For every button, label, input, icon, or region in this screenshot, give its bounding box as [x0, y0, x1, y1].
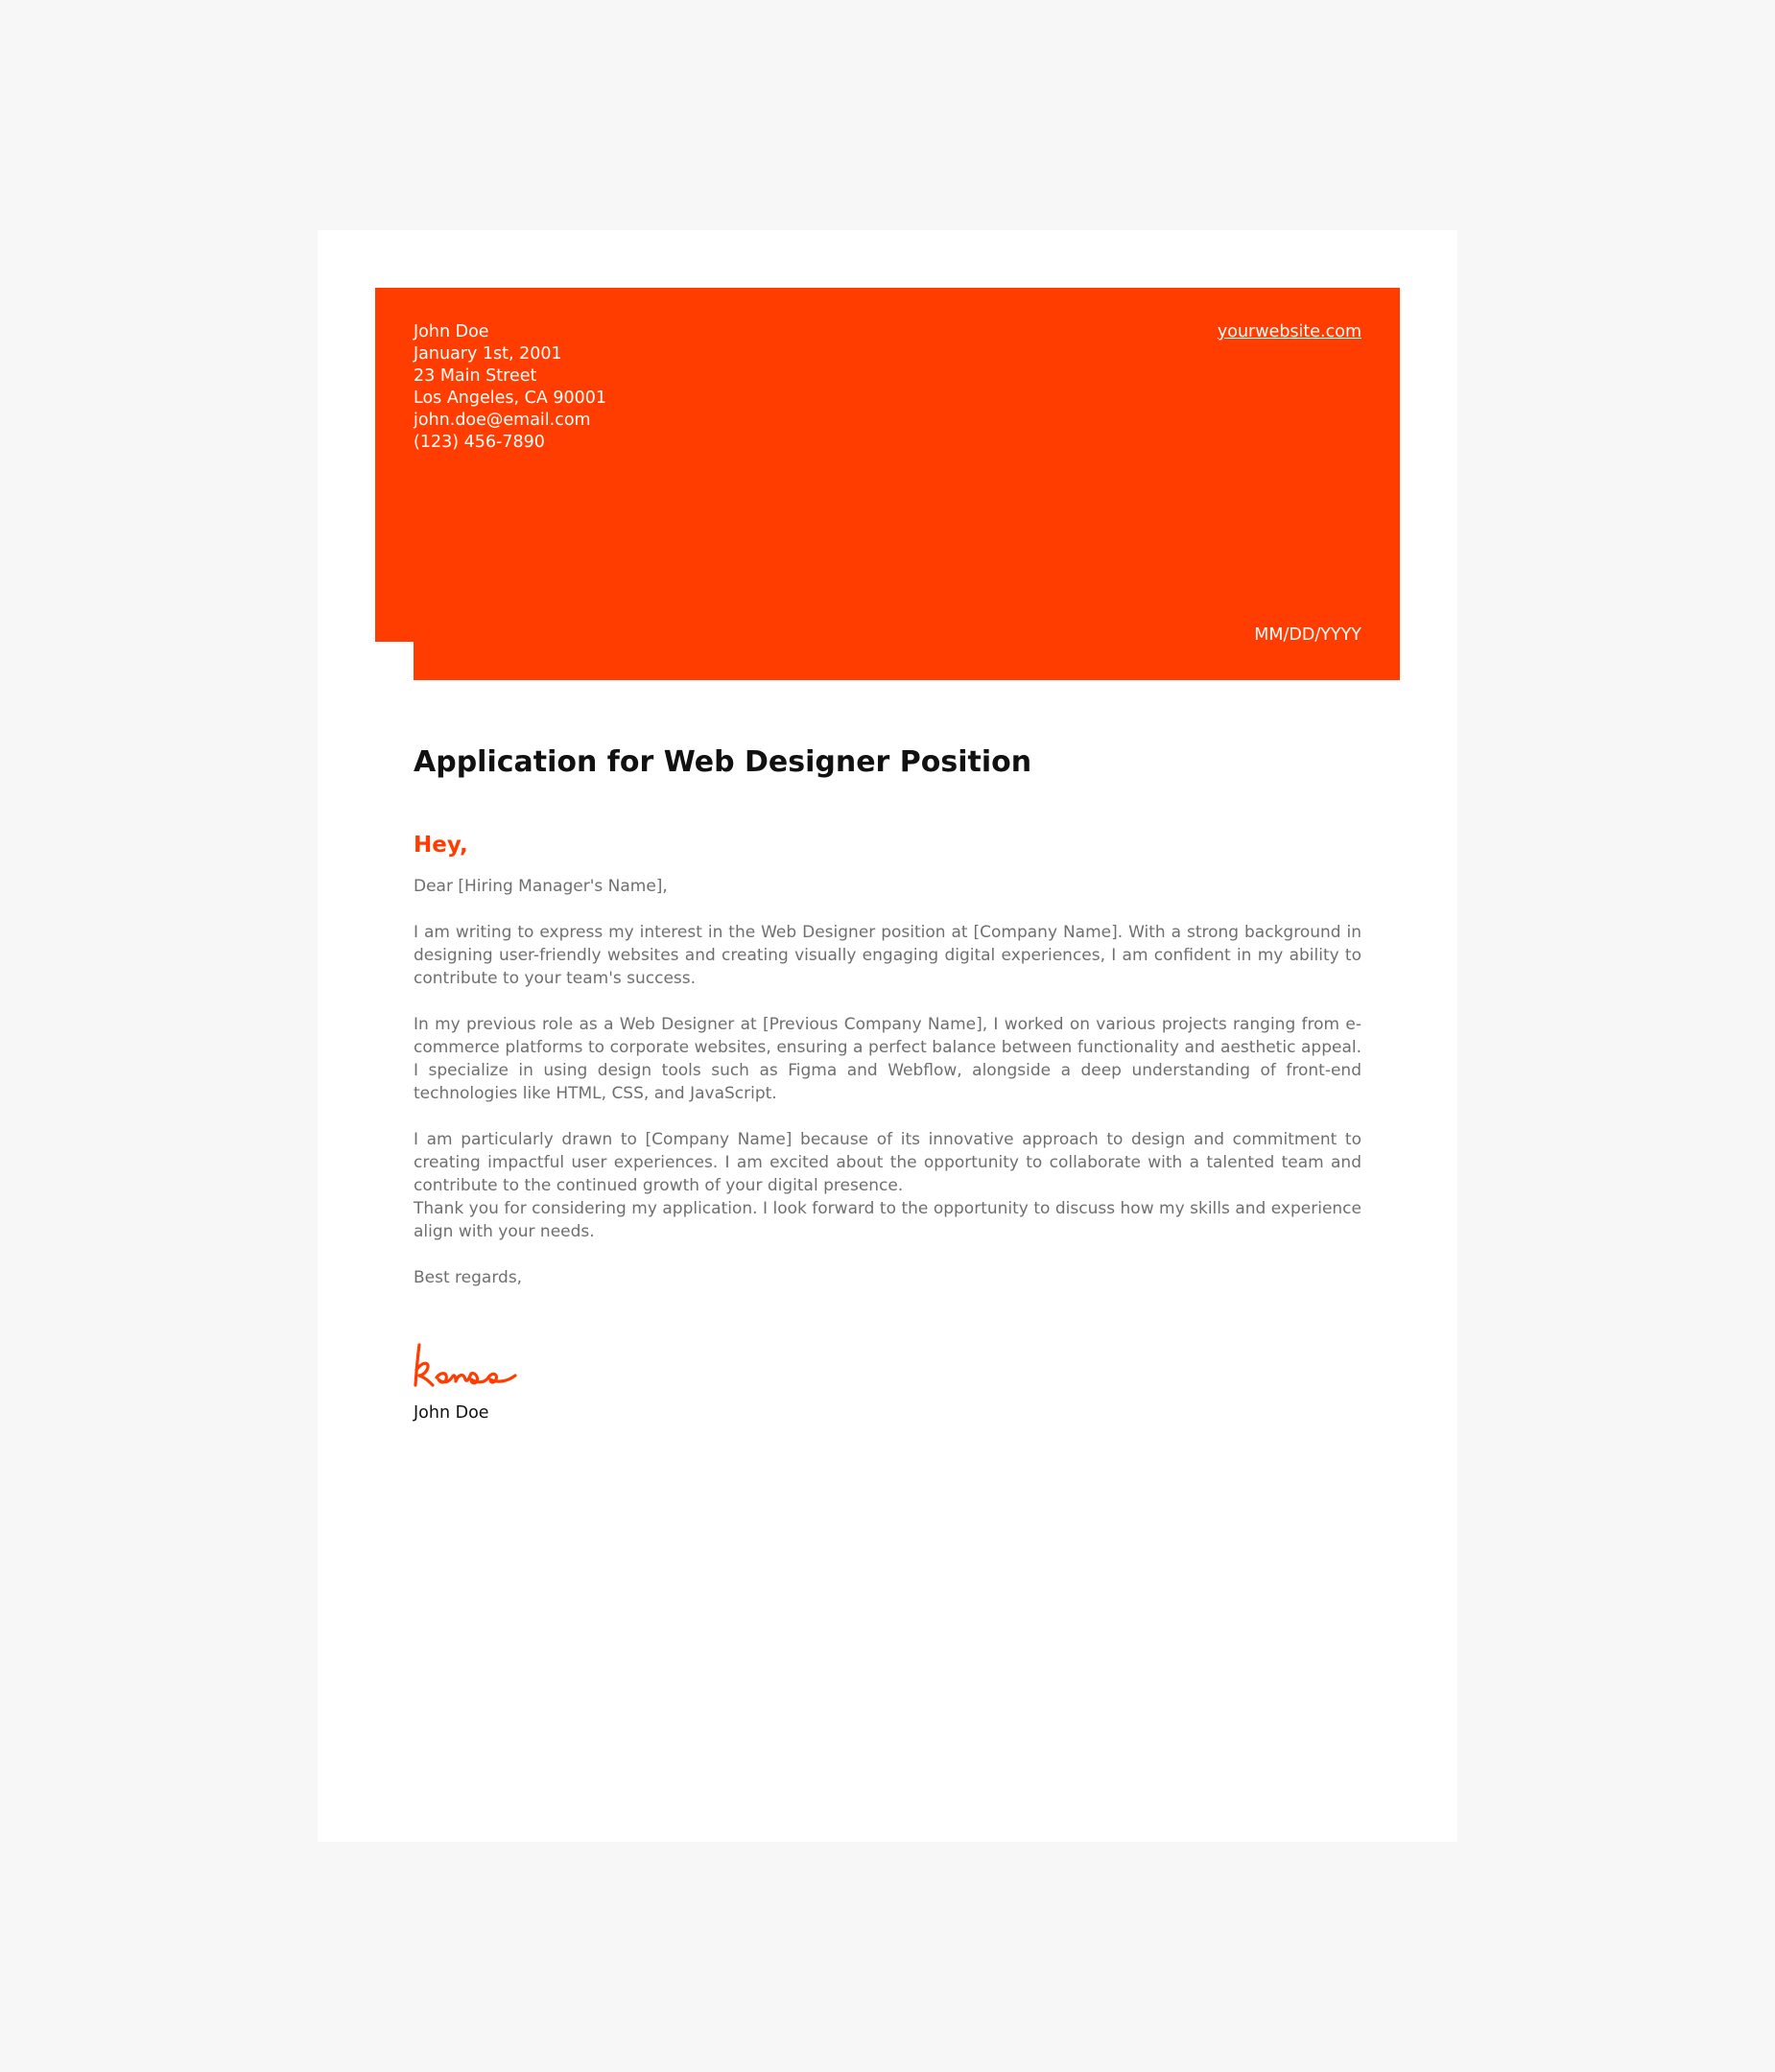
salutation: Dear [Hiring Manager's Name], — [414, 877, 668, 896]
paragraph-1: I am writing to express my interest in the Web Designer position at [Company Name]. With a strong background in designing user-friendly websites and creating visually engaging digital experiences, I am confident in my ability to contribute to your team's success. — [414, 923, 1361, 988]
contact-city: Los Angeles, CA 90001 — [414, 388, 607, 408]
website-link[interactable]: yourwebsite.com — [1217, 322, 1361, 341]
paragraph-2: In my previous role as a Web Designer at [Previous Company Name], I worked on various projects ranging from e-commerce platforms to corporate websites, ensuring a perfect balance between functionality and aesthetic appeal. I specialize in using design tools such as Figma and Webflow, alongside a deep understanding of front-end technologies like HTML, CSS, and JavaScript. — [414, 1015, 1361, 1103]
contact-info — [414, 321, 606, 454]
contact-phone: (123) 456-7890 — [414, 433, 545, 452]
paragraph-3: I am particularly drawn to [Company Name] because of its innovative approach to design and commitment to creating impactful user experiences. I am excited about the opportunity to collaborate with a talented team and contribute to the continued growth of your digital presence. — [414, 1130, 1361, 1195]
paragraph-4: Thank you for considering my application. I look forward to the opportunity to discuss how my skills and experience align with your needs. — [414, 1199, 1361, 1241]
letter-content — [414, 742, 1361, 1423]
contact-birthdate: January 1st, 2001 — [414, 344, 562, 364]
header-notch — [375, 642, 414, 680]
closing: Best regards, — [414, 1268, 523, 1287]
greeting: Hey, — [414, 833, 468, 858]
header-banner — [375, 288, 1400, 680]
contact-street: 23 Main Street — [414, 366, 537, 386]
signer-name: John Doe — [414, 1403, 489, 1423]
letter-title: Application for Web Designer Position — [414, 745, 1032, 779]
contact-name: John Doe — [414, 322, 489, 341]
contact-email: john.doe@email.com — [414, 411, 591, 430]
letter-page — [318, 230, 1457, 1842]
letter-body — [414, 875, 1361, 1289]
letter-date: MM/DD/YYYY — [1254, 625, 1361, 645]
signature-icon — [414, 1341, 519, 1391]
